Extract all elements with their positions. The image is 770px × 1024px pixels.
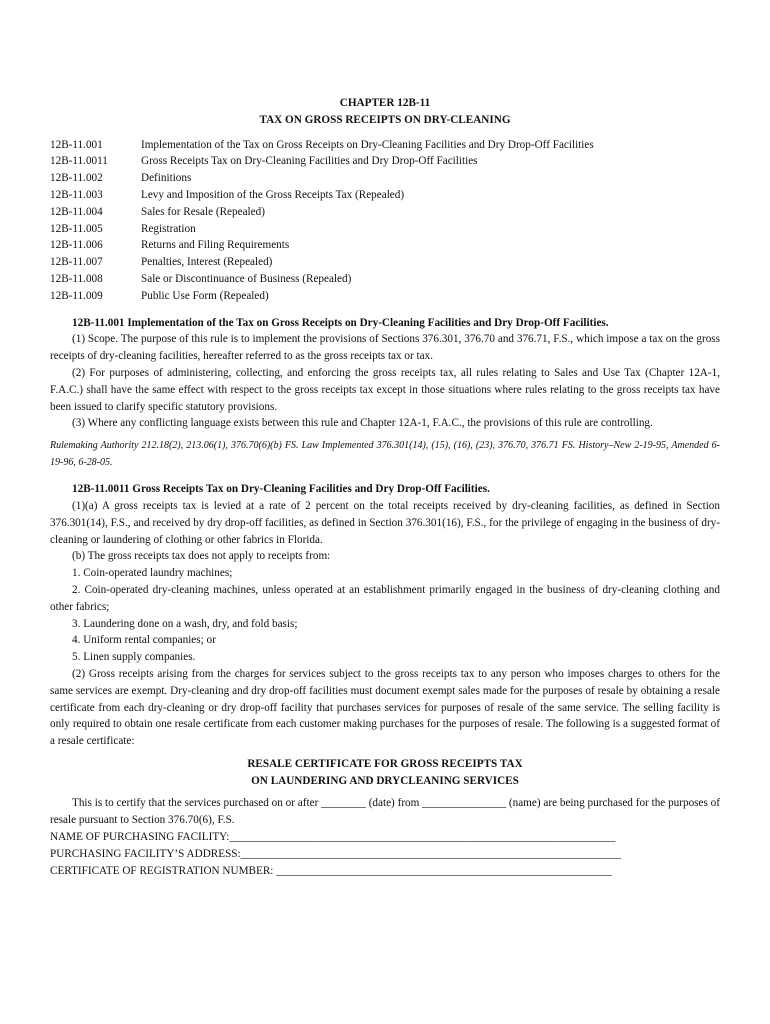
- paragraph-levy: (1)(a) A gross receipts tax is levied at a rate of 2 percent on the total receipts received by dry-cleaning facilities, as defined in Section 376.301(14), F.S., and received by dry drop-off facilities, as defined in Section 376.301(16), F.S., for the privilege of engaging in the business of dry-cleaning or laundering of clothing or other fabrics in Florida.: [50, 499, 720, 546]
- list-item: 3. Laundering done on a wash, dry, and fold basis;: [72, 617, 298, 630]
- toc-code: 12B-11.006: [50, 239, 103, 252]
- toc-code: 12B-11.004: [50, 205, 103, 218]
- toc-row: [50, 137, 594, 154]
- toc-title: Implementation of the Tax on Gross Receipts on Dry-Cleaning Facilities and Dry Drop-Off Facilities: [141, 138, 594, 151]
- toc-title: Sales for Resale (Repealed): [141, 205, 265, 218]
- toc-code: 12B-11.0011: [50, 155, 108, 168]
- list-item: 5. Linen supply companies.: [72, 651, 196, 664]
- chapter-heading: CHAPTER 12B-11: [339, 97, 431, 109]
- paragraph-exemptions-intro: (b) The gross receipts tax does not apply to receipts from:: [72, 550, 331, 563]
- certificate-title: RESALE CERTIFICATE FOR GROSS RECEIPTS TAX: [247, 757, 523, 770]
- certificate-subtitle: ON LAUNDERING AND DRYCLEANING SERVICES: [251, 774, 519, 787]
- paragraph-administration: (2) For purposes of administering, collecting, and enforcing the gross receipts tax, all rules relating to Sales and Use Tax (Chapter 12A-1, F.A.C.) shall have the same effect with respect to the gross receipts tax except in those situations where rules relating to the gross receipts tax have been issued to clarify specific statutory provisions.: [50, 366, 720, 413]
- toc-code: 12B-11.005: [50, 222, 103, 235]
- chapter-title: TAX ON GROSS RECEIPTS ON DRY-CLEANING: [259, 113, 511, 126]
- toc-row: [50, 288, 594, 305]
- toc-title: Penalties, Interest (Repealed): [141, 256, 273, 269]
- paragraph-conflict: (3) Where any conflicting language exists between this rule and Chapter 12A-1, F.A.C., the provisions of this rule are controlling.: [72, 417, 653, 430]
- rule-section-12b-11-0011: [50, 481, 720, 750]
- paragraph-scope: (1) Scope. The purpose of this rule is to implement the provisions of Sections 376.301, 376.70 and 376.71, F.S., which impose a tax on the gross receipts of dry-cleaning facilities, hereafter referred to as the gross receipts tax or tax.: [50, 333, 720, 363]
- toc-title: Public Use Form (Repealed): [141, 289, 269, 302]
- list-item: 2. Coin-operated dry-cleaning machines, unless operated at an establishment primarily engaged in the business of dry-cleaning clothing and other fabrics;: [50, 583, 720, 613]
- facility-name-field: NAME OF PURCHASING FACILITY:_____________________________________________________________________: [50, 831, 616, 844]
- toc-row: [50, 204, 594, 221]
- section-heading: 12B-11.001 Implementation of the Tax on Gross Receipts on Dry-Cleaning Facilities and Dry Drop-Off Facilities.: [72, 316, 609, 329]
- resale-certificate: [50, 756, 720, 880]
- toc-code: 12B-11.008: [50, 272, 103, 285]
- toc-code: 12B-11.002: [50, 172, 103, 185]
- list-item: 1. Coin-operated laundry machines;: [72, 567, 233, 580]
- rule-section-12b-11-001: [50, 315, 720, 472]
- toc-title: Sale or Discontinuance of Business (Repealed): [141, 272, 352, 285]
- list-item: 4. Uniform rental companies; or: [72, 634, 216, 647]
- toc-row: [50, 170, 594, 187]
- certificate-body: This is to certify that the services purchased on or after ________ (date) from _______________ (name) are being purchased for the purposes of resale pursuant to Section 376.70(6), F.S.: [50, 797, 720, 827]
- paragraph-resale: (2) Gross receipts arising from the charges for services subject to the gross receipts tax to any person who imposes charges to others for the same services are exempt. Dry-cleaning and dry drop-off facilities must document exempt sales made for the purposes of resale by obtaining a resale certificate from each dry-cleaning or dry drop-off facility that purchases services for purposes of resale of the same service. The selling facility is only required to obtain one resale certificate from each customer making purchases for the purposes of resale. The following is a suggested format of a resale certificate:: [50, 667, 720, 748]
- section-heading: 12B-11.0011 Gross Receipts Tax on Dry-Cleaning Facilities and Dry Drop-Off Facilities.: [72, 483, 490, 496]
- toc-code: 12B-11.001: [50, 138, 103, 151]
- toc-title: Gross Receipts Tax on Dry-Cleaning Facilities and Dry Drop-Off Facilities: [141, 155, 478, 168]
- toc-code: 12B-11.003: [50, 188, 103, 201]
- toc-row: [50, 237, 594, 254]
- toc-row: [50, 254, 594, 271]
- toc-title: Returns and Filing Requirements: [141, 239, 290, 252]
- document-content: [50, 95, 720, 879]
- toc-title: Registration: [141, 222, 196, 235]
- facility-address-field: PURCHASING FACILITY’S ADDRESS:____________________________________________________________________: [50, 847, 622, 860]
- toc-code: 12B-11.007: [50, 256, 103, 269]
- toc-code: 12B-11.009: [50, 289, 103, 302]
- toc-title: Definitions: [141, 172, 192, 185]
- toc-row: [50, 221, 594, 238]
- table-of-contents: [50, 137, 594, 305]
- toc-row: [50, 187, 594, 204]
- toc-row: [50, 153, 594, 170]
- toc-title: Levy and Imposition of the Gross Receipts Tax (Repealed): [141, 188, 405, 201]
- toc-row: [50, 271, 594, 288]
- rulemaking-authority: Rulemaking Authority 212.18(2), 213.06(1), 376.70(6)(b) FS. Law Implemented 376.301(14), (15), (16), (23), 376.70, 376.71 FS. History–New 2-19-95, Amended 6-19-96, 6-28-05.: [50, 440, 720, 468]
- registration-number-field: CERTIFICATE OF REGISTRATION NUMBER: ____________________________________________________________: [50, 864, 612, 877]
